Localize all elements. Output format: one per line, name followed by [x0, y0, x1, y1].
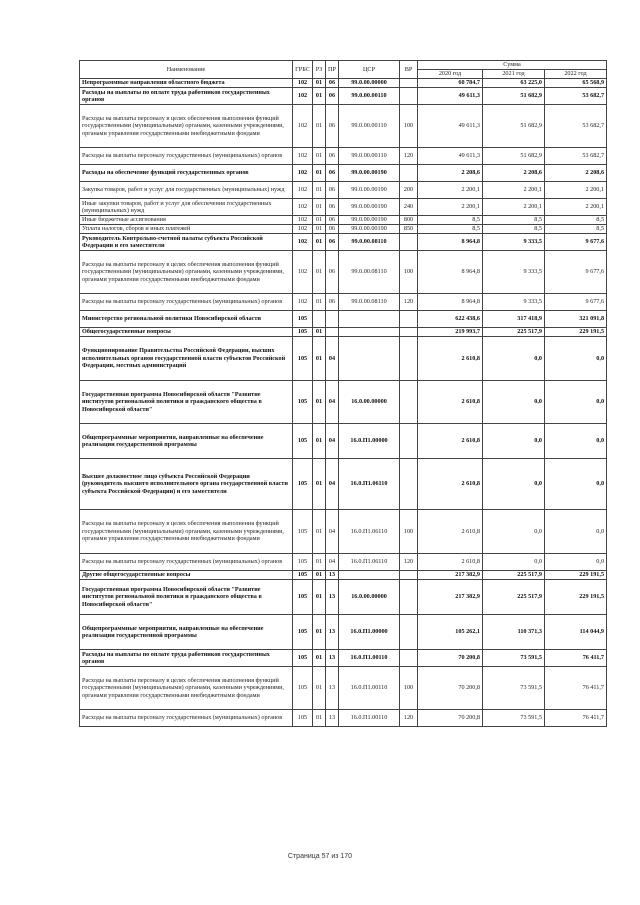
cell-2021: 73 591,5 — [483, 650, 545, 667]
cell-vr: 120 — [400, 710, 418, 727]
header-pr: ПР — [326, 61, 339, 79]
header-year-2020: 2020 год — [418, 70, 483, 79]
cell-csr — [339, 311, 400, 328]
cell-rz: 01 — [313, 165, 326, 182]
cell-rz: 01 — [313, 667, 326, 710]
cell-pr: 13 — [326, 615, 339, 650]
cell-csr: 16.0.П1.06110 — [339, 554, 400, 571]
cell-vr — [400, 165, 418, 182]
table-row — [80, 381, 607, 424]
cell-csr: 16.0.П1.00110 — [339, 650, 400, 667]
cell-csr: 99.0.00.00190 — [339, 165, 400, 182]
cell-2021: 0,0 — [483, 381, 545, 424]
cell-pr: 04 — [326, 424, 339, 459]
cell-2020: 2 610,8 — [418, 337, 483, 381]
cell-pr: 06 — [326, 234, 339, 251]
table-row — [80, 571, 607, 580]
cell-csr: 16.0.П1.00110 — [339, 667, 400, 710]
cell-name: Расходы на выплаты персоналу в целях обеспечения выполнения функций государственными (муниципальными) органами, казенными учреждениями, органами управления государственными внебюджетными фондами — [80, 105, 293, 148]
table-row — [80, 710, 607, 727]
cell-rz: 01 — [313, 510, 326, 554]
cell-csr: 99.0.00.00110 — [339, 88, 400, 105]
cell-pr: 06 — [326, 165, 339, 182]
cell-2022: 0,0 — [545, 424, 607, 459]
cell-grbs: 105 — [293, 571, 313, 580]
table-row — [80, 650, 607, 667]
table-row — [80, 294, 607, 311]
cell-2021: 0,0 — [483, 459, 545, 510]
cell-pr: 06 — [326, 294, 339, 311]
page-number: Страница 57 из 170 — [287, 853, 353, 860]
cell-2022: 9 677,6 — [545, 294, 607, 311]
cell-2021: 2 200,1 — [483, 182, 545, 199]
cell-name: Иные бюджетные ассигнования — [80, 216, 293, 225]
cell-2021: 0,0 — [483, 424, 545, 459]
cell-csr: 99.0.00.08110 — [339, 234, 400, 251]
cell-vr — [400, 580, 418, 615]
cell-2021: 2 208,6 — [483, 165, 545, 182]
cell-name: Общегосударственные вопросы — [80, 328, 293, 337]
cell-2022: 0,0 — [545, 459, 607, 510]
cell-2021: 63 225,0 — [483, 79, 545, 88]
cell-2021: 51 682,9 — [483, 88, 545, 105]
cell-2022: 53 682,7 — [545, 88, 607, 105]
table-row — [80, 554, 607, 571]
cell-name: Расходы на выплаты персоналу в целях обеспечения выполнения функций государственными (муниципальными) органами, казенными учреждениями, органами управления государственными внебюджетными фондами — [80, 667, 293, 710]
table-row — [80, 225, 607, 234]
cell-pr: 04 — [326, 459, 339, 510]
cell-vr — [400, 79, 418, 88]
cell-2021: 0,0 — [483, 510, 545, 554]
cell-csr: 16.0.П1.00000 — [339, 424, 400, 459]
cell-grbs: 102 — [293, 294, 313, 311]
table-row — [80, 251, 607, 294]
cell-2020: 70 200,8 — [418, 667, 483, 710]
cell-2022: 8,5 — [545, 216, 607, 225]
cell-vr: 100 — [400, 510, 418, 554]
cell-2022: 114 044,9 — [545, 615, 607, 650]
cell-pr: 06 — [326, 88, 339, 105]
cell-name: Руководитель Контрольно-счетной палаты субъекта Российской Федерации и его заместители — [80, 234, 293, 251]
cell-pr: 04 — [326, 337, 339, 381]
cell-vr: 100 — [400, 105, 418, 148]
cell-csr: 99.0.00.00190 — [339, 199, 400, 216]
cell-2020: 2 610,8 — [418, 381, 483, 424]
table-body — [80, 79, 607, 727]
cell-name: Расходы на выплаты персоналу государственных (муниципальных) органов — [80, 710, 293, 727]
header-grbs: ГРБС — [293, 61, 313, 79]
table-header — [80, 61, 607, 79]
cell-vr — [400, 337, 418, 381]
cell-pr: 04 — [326, 381, 339, 424]
cell-rz: 01 — [313, 710, 326, 727]
cell-grbs: 105 — [293, 650, 313, 667]
cell-vr: 120 — [400, 554, 418, 571]
cell-2020: 217 382,9 — [418, 580, 483, 615]
table-row — [80, 328, 607, 337]
cell-name: Государственная программа Новосибирской области "Развитие институтов региональной политики и гражданского общества в Новосибирской области" — [80, 381, 293, 424]
cell-2020: 70 200,8 — [418, 710, 483, 727]
cell-2020: 217 382,9 — [418, 571, 483, 580]
cell-2020: 2 200,1 — [418, 182, 483, 199]
cell-2022: 0,0 — [545, 381, 607, 424]
cell-pr: 06 — [326, 225, 339, 234]
cell-vr — [400, 615, 418, 650]
table-row — [80, 424, 607, 459]
cell-2021: 225 517,9 — [483, 580, 545, 615]
cell-2022: 53 682,7 — [545, 148, 607, 165]
cell-2021: 317 418,9 — [483, 311, 545, 328]
cell-grbs: 105 — [293, 510, 313, 554]
cell-vr: 120 — [400, 294, 418, 311]
table-row — [80, 234, 607, 251]
cell-pr: 06 — [326, 199, 339, 216]
cell-vr — [400, 234, 418, 251]
cell-vr — [400, 328, 418, 337]
cell-2022: 2 208,6 — [545, 165, 607, 182]
cell-csr: 16.0.П1.00110 — [339, 710, 400, 727]
cell-pr: 13 — [326, 710, 339, 727]
table-row — [80, 337, 607, 381]
cell-grbs: 105 — [293, 554, 313, 571]
cell-2020: 2 208,6 — [418, 165, 483, 182]
cell-2020: 8 964,8 — [418, 294, 483, 311]
cell-2021: 73 591,5 — [483, 667, 545, 710]
table-row — [80, 510, 607, 554]
cell-vr — [400, 311, 418, 328]
cell-grbs: 102 — [293, 148, 313, 165]
cell-csr: 99.0.00.00190 — [339, 182, 400, 199]
cell-2021: 8,5 — [483, 225, 545, 234]
cell-csr: 99.0.00.00110 — [339, 148, 400, 165]
cell-rz: 01 — [313, 225, 326, 234]
cell-grbs: 105 — [293, 580, 313, 615]
cell-name: Государственная программа Новосибирской области "Развитие институтов региональной политики и гражданского общества в Новосибирской области" — [80, 580, 293, 615]
cell-grbs: 102 — [293, 251, 313, 294]
cell-2022: 229 191,5 — [545, 571, 607, 580]
cell-rz: 01 — [313, 251, 326, 294]
cell-rz: 01 — [313, 294, 326, 311]
cell-vr — [400, 459, 418, 510]
cell-name: Расходы на выплаты персоналу в целях обеспечения выполнения функций государственными (муниципальными) органами, казенными учреждениями, органами управления государственными внебюджетными фондами — [80, 510, 293, 554]
cell-2021: 51 682,9 — [483, 105, 545, 148]
cell-rz: 01 — [313, 381, 326, 424]
table-row — [80, 580, 607, 615]
cell-csr — [339, 328, 400, 337]
table-row — [80, 615, 607, 650]
cell-csr: 16.0.П1.06110 — [339, 510, 400, 554]
cell-rz: 01 — [313, 615, 326, 650]
cell-2022: 229 191,5 — [545, 328, 607, 337]
table-row — [80, 199, 607, 216]
cell-vr: 120 — [400, 148, 418, 165]
cell-csr: 16.0.П1.06110 — [339, 459, 400, 510]
cell-2020: 2 610,8 — [418, 554, 483, 571]
cell-2021: 9 333,5 — [483, 234, 545, 251]
cell-2020: 49 611,3 — [418, 148, 483, 165]
cell-vr: 240 — [400, 199, 418, 216]
cell-vr — [400, 424, 418, 459]
cell-vr — [400, 571, 418, 580]
table-row — [80, 311, 607, 328]
cell-name: Расходы на выплаты персоналу государственных (муниципальных) органов — [80, 554, 293, 571]
cell-csr: 99.0.00.00190 — [339, 225, 400, 234]
table-row — [80, 667, 607, 710]
cell-csr: 99.0.00.08110 — [339, 251, 400, 294]
cell-rz: 01 — [313, 424, 326, 459]
table-row — [80, 79, 607, 88]
cell-grbs: 102 — [293, 79, 313, 88]
cell-grbs: 105 — [293, 459, 313, 510]
cell-pr: 06 — [326, 251, 339, 294]
cell-rz: 01 — [313, 650, 326, 667]
cell-2020: 219 993,7 — [418, 328, 483, 337]
cell-name: Функционирование Правительства Российской Федерации, высших исполнительных органов государственной власти субъектов Российской Федерации, местных администраций — [80, 337, 293, 381]
cell-name: Общепрограммные мероприятия, направленные на обеспечение реализации государственной программы — [80, 615, 293, 650]
cell-2021: 2 200,1 — [483, 199, 545, 216]
cell-vr — [400, 381, 418, 424]
cell-rz: 01 — [313, 554, 326, 571]
cell-pr: 13 — [326, 580, 339, 615]
cell-name: Расходы на выплаты по оплате труда работников государственных органов — [80, 88, 293, 105]
cell-name: Расходы на выплаты персоналу государственных (муниципальных) органов — [80, 294, 293, 311]
cell-2022: 2 200,1 — [545, 182, 607, 199]
cell-vr — [400, 88, 418, 105]
table-row — [80, 182, 607, 199]
header-vr: ВР — [400, 61, 418, 79]
cell-2022: 229 191,5 — [545, 580, 607, 615]
cell-grbs: 105 — [293, 424, 313, 459]
cell-pr: 04 — [326, 554, 339, 571]
cell-name: Другие общегосударственные вопросы — [80, 571, 293, 580]
cell-csr: 99.0.00.00000 — [339, 79, 400, 88]
cell-name: Иные закупки товаров, работ и услуг для обеспечения государственных (муниципальных) нужд — [80, 199, 293, 216]
cell-name: Расходы на обеспечение функций государственных органов — [80, 165, 293, 182]
cell-rz: 01 — [313, 148, 326, 165]
cell-grbs: 102 — [293, 165, 313, 182]
cell-csr: 16.0.00.00000 — [339, 580, 400, 615]
cell-2021: 225 517,9 — [483, 328, 545, 337]
cell-grbs: 102 — [293, 216, 313, 225]
cell-name: Расходы на выплаты персоналу в целях обеспечения выполнения функций государственными (муниципальными) органами, казенными учреждениями, органами управления государственными внебюджетными фондами — [80, 251, 293, 294]
cell-2020: 2 610,8 — [418, 510, 483, 554]
table-row — [80, 165, 607, 182]
cell-2020: 8,5 — [418, 225, 483, 234]
cell-vr: 100 — [400, 251, 418, 294]
header-name: Наименование — [80, 61, 293, 79]
cell-rz: 01 — [313, 328, 326, 337]
cell-rz: 01 — [313, 459, 326, 510]
cell-name: Министерство региональной политики Новосибирской области — [80, 311, 293, 328]
cell-2020: 2 200,1 — [418, 199, 483, 216]
cell-2022: 53 682,7 — [545, 105, 607, 148]
cell-vr: 800 — [400, 216, 418, 225]
cell-grbs: 102 — [293, 105, 313, 148]
cell-grbs: 105 — [293, 710, 313, 727]
cell-name: Уплата налогов, сборов и иных платежей — [80, 225, 293, 234]
cell-2020: 8,5 — [418, 216, 483, 225]
cell-csr: 99.0.00.00110 — [339, 105, 400, 148]
cell-grbs: 102 — [293, 234, 313, 251]
cell-2022: 76 411,7 — [545, 667, 607, 710]
table-row — [80, 459, 607, 510]
cell-2021: 110 371,3 — [483, 615, 545, 650]
cell-2022: 76 411,7 — [545, 650, 607, 667]
cell-rz: 01 — [313, 580, 326, 615]
cell-pr — [326, 328, 339, 337]
cell-pr: 06 — [326, 216, 339, 225]
cell-2020: 70 200,8 — [418, 650, 483, 667]
cell-pr: 13 — [326, 650, 339, 667]
cell-grbs: 102 — [293, 182, 313, 199]
cell-2021: 8,5 — [483, 216, 545, 225]
cell-grbs: 102 — [293, 88, 313, 105]
cell-vr: 200 — [400, 182, 418, 199]
cell-2020: 2 610,8 — [418, 424, 483, 459]
cell-vr: 100 — [400, 667, 418, 710]
cell-pr: 06 — [326, 79, 339, 88]
cell-name: Общепрограммные мероприятия, направленные на обеспечение реализации государственной программы — [80, 424, 293, 459]
cell-rz: 01 — [313, 79, 326, 88]
cell-pr: 06 — [326, 182, 339, 199]
cell-2021: 73 591,5 — [483, 710, 545, 727]
cell-2022: 76 411,7 — [545, 710, 607, 727]
table-row — [80, 88, 607, 105]
cell-2022: 65 568,9 — [545, 79, 607, 88]
cell-pr: 06 — [326, 105, 339, 148]
cell-pr: 13 — [326, 667, 339, 710]
cell-rz: 01 — [313, 199, 326, 216]
cell-csr: 16.0.П1.00000 — [339, 615, 400, 650]
cell-2020: 8 964,8 — [418, 234, 483, 251]
cell-2021: 51 682,9 — [483, 148, 545, 165]
cell-name: Непрограммные направления областного бюджета — [80, 79, 293, 88]
cell-pr: 13 — [326, 571, 339, 580]
budget-table — [79, 60, 607, 727]
cell-grbs: 105 — [293, 328, 313, 337]
cell-rz: 01 — [313, 182, 326, 199]
table-row — [80, 216, 607, 225]
cell-csr: 99.0.00.00190 — [339, 216, 400, 225]
cell-2020: 105 262,1 — [418, 615, 483, 650]
cell-rz: 01 — [313, 88, 326, 105]
cell-2020: 49 611,3 — [418, 88, 483, 105]
cell-2020: 8 964,8 — [418, 251, 483, 294]
cell-grbs: 102 — [293, 199, 313, 216]
cell-grbs: 105 — [293, 667, 313, 710]
cell-2021: 225 517,9 — [483, 571, 545, 580]
cell-pr — [326, 311, 339, 328]
cell-2020: 2 610,8 — [418, 459, 483, 510]
cell-csr: 16.0.00.00000 — [339, 381, 400, 424]
cell-rz: 01 — [313, 337, 326, 381]
header-year-2021: 2021 год — [483, 70, 545, 79]
header-sum: Сумма — [418, 61, 607, 70]
cell-2022: 0,0 — [545, 510, 607, 554]
cell-vr: 850 — [400, 225, 418, 234]
cell-2022: 2 200,1 — [545, 199, 607, 216]
cell-2022: 0,0 — [545, 554, 607, 571]
cell-grbs: 105 — [293, 311, 313, 328]
cell-rz: 01 — [313, 234, 326, 251]
cell-name: Высшее должностное лицо субъекта Российской Федерации (руководитель высшего исполнительного органа государственной власти субъекта Российской Федерации) и его заместители — [80, 459, 293, 510]
cell-pr: 06 — [326, 148, 339, 165]
cell-csr — [339, 337, 400, 381]
cell-csr: 99.0.00.08110 — [339, 294, 400, 311]
cell-2021: 0,0 — [483, 554, 545, 571]
cell-grbs: 105 — [293, 615, 313, 650]
cell-csr — [339, 571, 400, 580]
cell-2022: 8,5 — [545, 225, 607, 234]
cell-2020: 622 438,6 — [418, 311, 483, 328]
cell-rz: 01 — [313, 105, 326, 148]
cell-pr: 04 — [326, 510, 339, 554]
header-year-2022: 2022 год — [545, 70, 607, 79]
cell-2020: 60 784,7 — [418, 79, 483, 88]
table-row — [80, 105, 607, 148]
cell-2021: 0,0 — [483, 337, 545, 381]
cell-name: Расходы на выплаты по оплате труда работников государственных органов — [80, 650, 293, 667]
cell-2022: 0,0 — [545, 337, 607, 381]
cell-name: Расходы на выплаты персоналу государственных (муниципальных) органов — [80, 148, 293, 165]
cell-vr — [400, 650, 418, 667]
cell-2021: 9 333,5 — [483, 251, 545, 294]
cell-grbs: 105 — [293, 337, 313, 381]
cell-rz: 01 — [313, 571, 326, 580]
cell-2022: 9 677,6 — [545, 251, 607, 294]
cell-rz — [313, 311, 326, 328]
cell-grbs: 105 — [293, 381, 313, 424]
header-rz: РЗ — [313, 61, 326, 79]
budget-table-sheet — [79, 60, 606, 727]
cell-2022: 9 677,6 — [545, 234, 607, 251]
cell-name: Закупка товаров, работ и услуг для государственных (муниципальных) нужд — [80, 182, 293, 199]
cell-2021: 9 333,5 — [483, 294, 545, 311]
cell-grbs: 102 — [293, 225, 313, 234]
cell-2020: 49 611,3 — [418, 105, 483, 148]
table-row — [80, 148, 607, 165]
cell-2022: 321 091,8 — [545, 311, 607, 328]
cell-rz: 01 — [313, 216, 326, 225]
header-csr: ЦСР — [339, 61, 400, 79]
